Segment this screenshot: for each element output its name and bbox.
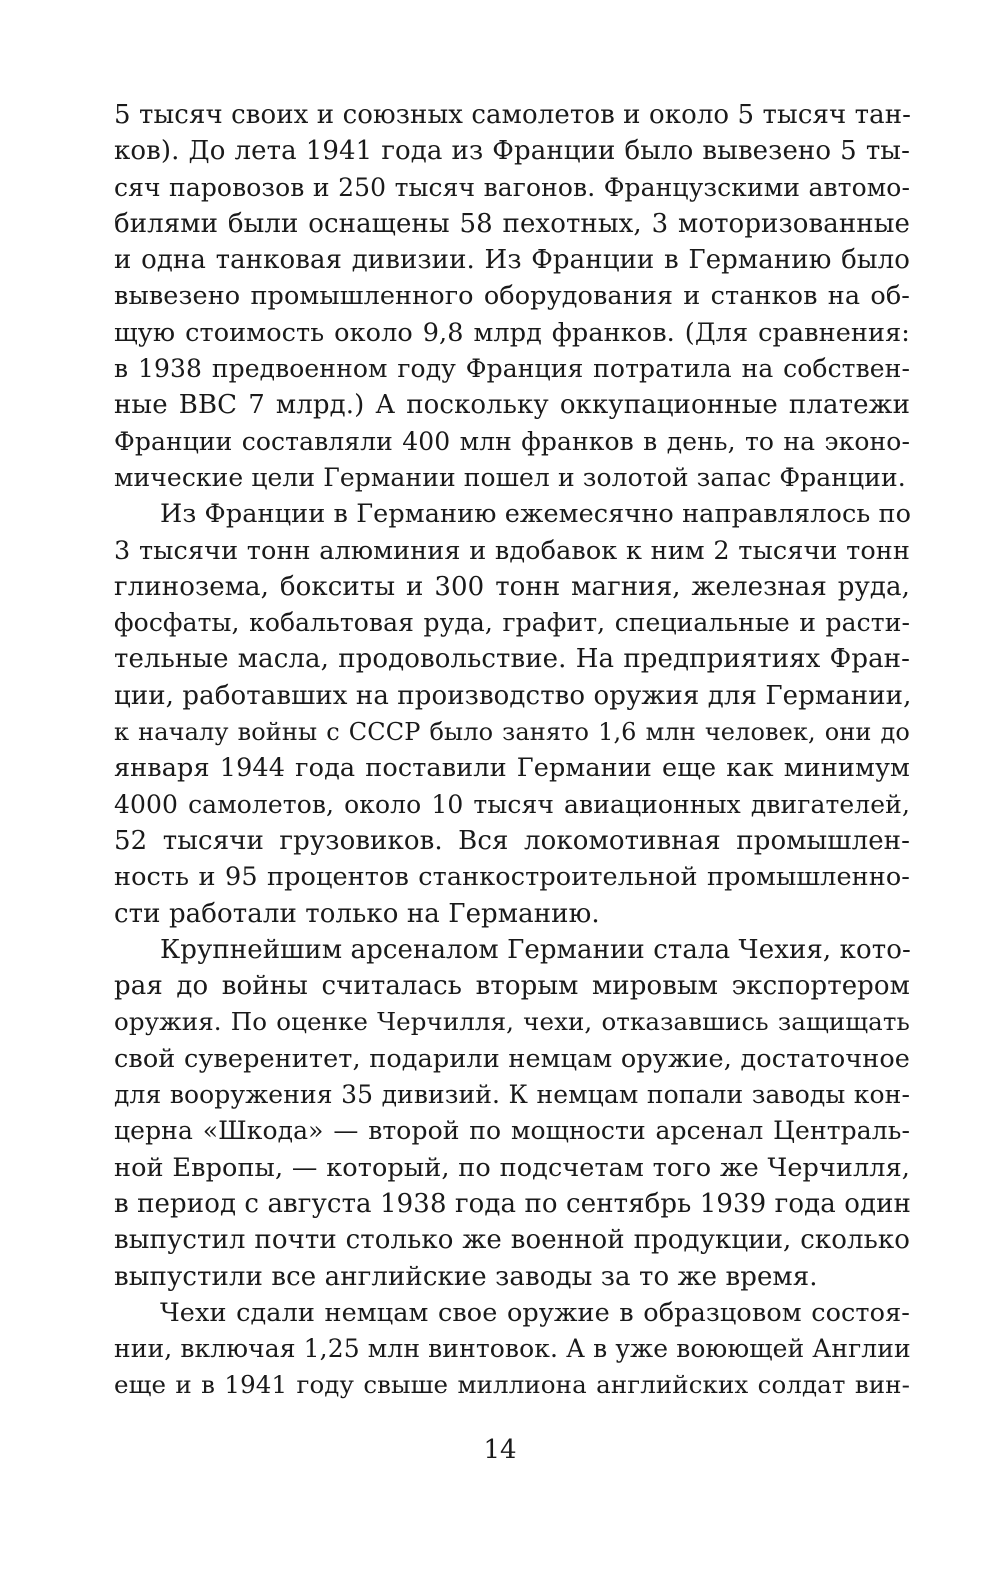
text-line: в 1938 предвоенном году Франция потратила на собствен- [114,354,910,384]
text-line: для вооружения 35 дивизий. К немцам попали заводы кон- [114,1080,910,1110]
body-text [114,97,910,1404]
text-line: выпустил почти столько же военной продукции, сколько [114,1225,910,1256]
text-line: выпустили все английские заводы за то же время. [114,1261,818,1292]
text-line: нии, включая 1,25 млн винтовок. А в уже воюющей Англии [114,1334,911,1364]
paragraph-first-line: Чехи сдали немцам свое оружие в образцовом состоя- [160,1297,910,1328]
page-number: 14 [483,1435,517,1465]
text-line: ной Европы, — который, по подсчетам того же Черчилля, [114,1152,910,1183]
text-line: Франции составляли 400 млн франков в день, то на эконо- [114,426,910,456]
text-line: мические цели Германии пошел и золотой запас Франции. [114,462,906,492]
text-line: в период с августа 1938 года по сентябрь 1939 года один [114,1188,911,1219]
text-line: ции, работавших на производство оружия для Германии, [114,680,912,711]
text-line: сяч паровозов и 250 тысяч вагонов. Французскими автомо- [114,172,910,202]
text-line: тельные масла, продовольствие. На предприятиях Фран- [114,644,910,675]
text-line: глинозема, бокситы и 300 тонн магния, железная руда, [114,571,910,602]
text-line: 4000 самолетов, около 10 тысяч авиационных двигателей, [114,789,910,819]
paragraph-first-line: Крупнейшим арсеналом Германии стала Чехия, кото- [160,934,911,965]
text-line: церна «Шкода» — второй по мощности арсенал Централь- [114,1116,910,1146]
text-line: еще и в 1941 году свыше миллиона английских солдат вин- [114,1370,910,1400]
text-line: января 1944 года поставили Германии еще как минимум [114,753,910,784]
text-line: фосфаты, кобальтовая руда, графит, специальные и расти- [114,608,910,638]
text-line: ные ВВС 7 млрд.) А поскольку оккупационные платежи [114,390,910,421]
paragraph-first-line: Из Франции в Германию ежемесячно направлялось по [160,499,912,530]
text-line: вывезено промышленного оборудования и станков на об- [114,281,910,312]
text-line: ков). До лета 1941 года из Франции было вывезено 5 ты- [114,136,910,167]
text-line: 3 тысячи тонн алюминия и вдобавок к ним 2 тысячи тонн [114,535,910,566]
text-line: 5 тысяч своих и союзных самолетов и около 5 тысяч тан- [114,100,912,130]
text-line: щую стоимость около 9,8 млрд франков. (Для сравнения: [114,317,910,348]
text-line: сти работали только на Германию. [114,898,600,929]
text-line: 52 тысячи грузовиков. Вся локомотивная промышлен- [114,825,910,856]
text-line: рая до войны считалась вторым мировым экспортером [114,971,910,1002]
text-line: ность и 95 процентов станкостроительной промышленно- [114,862,910,893]
text-line: и одна танковая дивизии. Из Франции в Германию было [114,245,910,276]
text-line: к началу войны с СССР было занято 1,6 млн человек, они до [114,718,910,747]
text-line: свой суверенитет, подарили немцам оружие, достаточное [114,1043,910,1074]
text-line: оружия. По оценке Черчилля, чехи, отказавшись защищать [114,1007,910,1037]
text-line: билями были оснащены 58 пехотных, 3 моторизованные [114,208,910,239]
